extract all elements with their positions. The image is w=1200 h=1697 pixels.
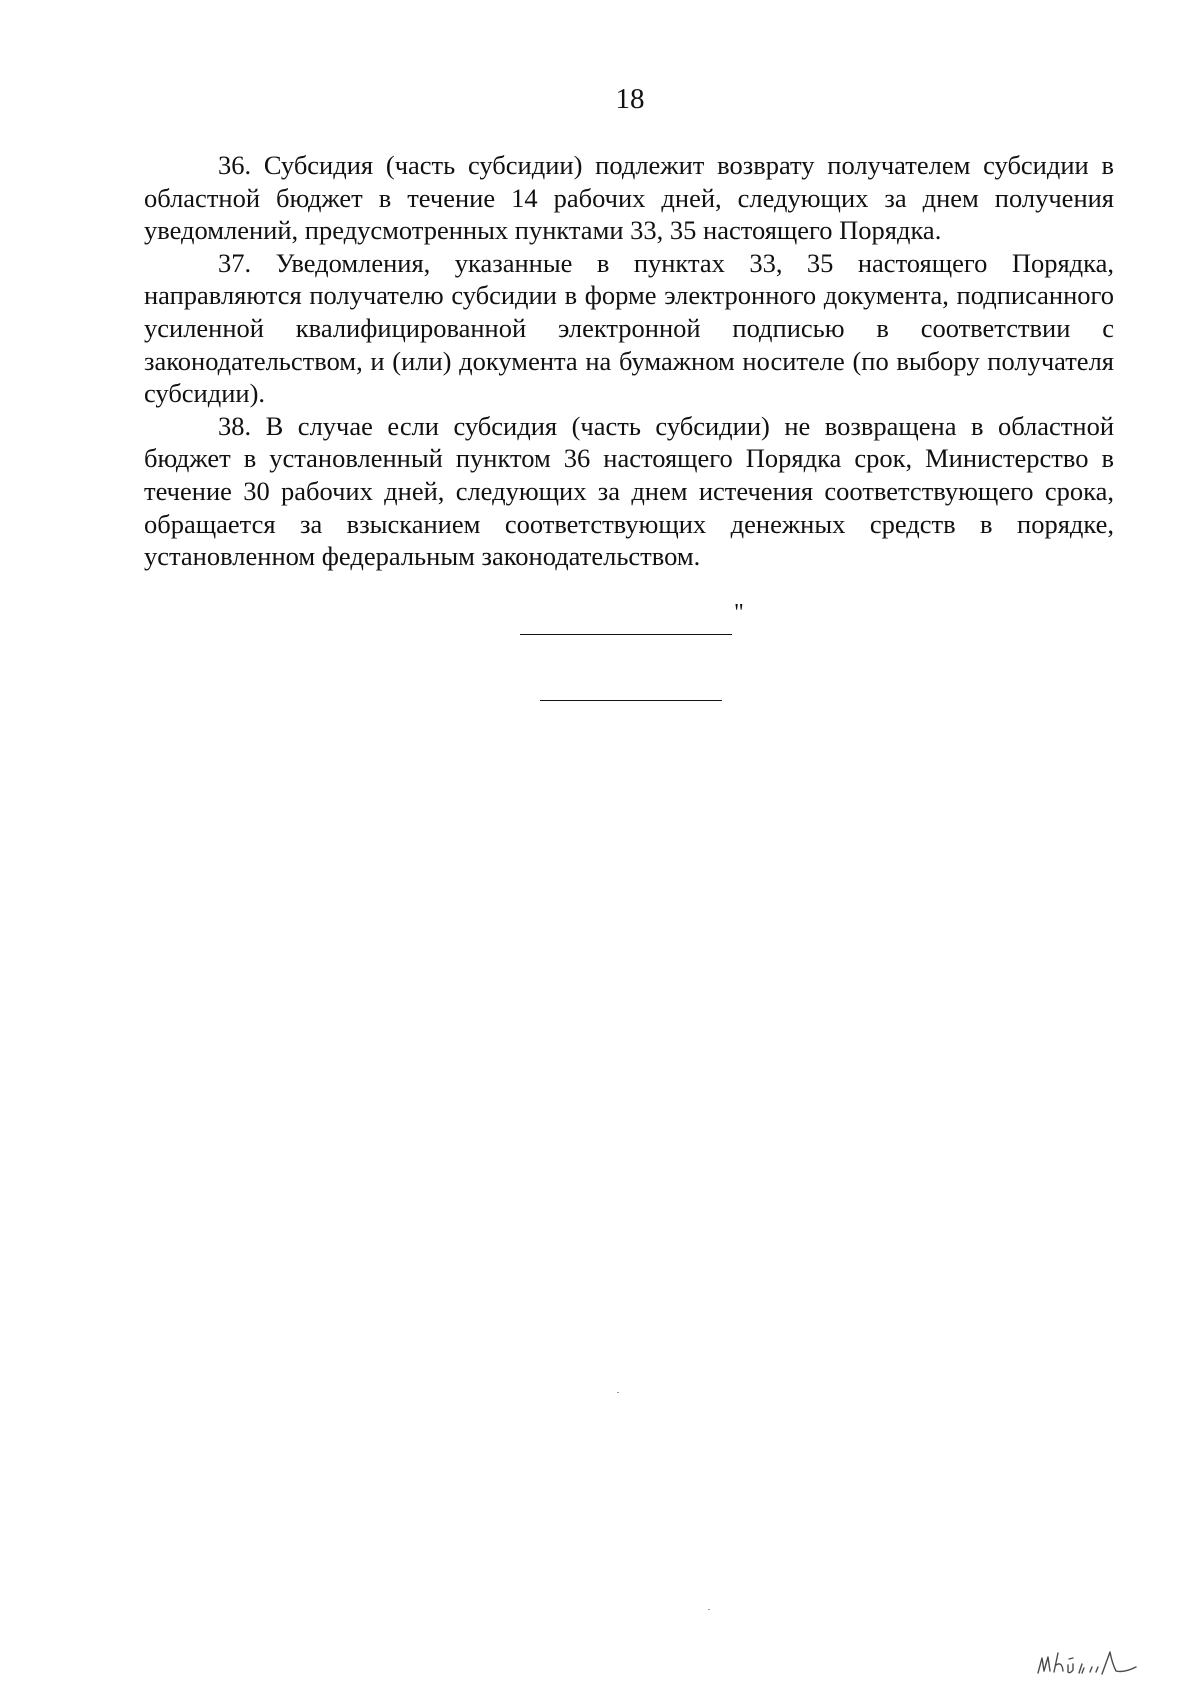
closing-quote-separator bbox=[520, 600, 744, 635]
handwritten-initials-icon bbox=[1032, 1643, 1142, 1679]
paragraph-36: 36. Субсидия (часть субсидии) подлежит возврату получателем субсидии в областной бюджет в течение 14 рабочих дней, следующих за днем получения уведомлений, предусмотренных пунктами 33, 35 настоящего Порядка. bbox=[144, 150, 1114, 246]
scan-speck bbox=[708, 1609, 710, 1610]
paragraph-38: 38. В случае если субсидия (часть субсидии) не возвращена в областной бюджет в установленный пунктом 36 настоящего Порядка срок, Министерство в течение 30 рабочих дней, следующих за днем истечения соответствующего срока, обращается за взысканием соответствующих денежных средств в порядке, установленном федеральным законодательством. bbox=[144, 410, 1114, 572]
scan-speck bbox=[617, 1392, 619, 1393]
separator-line bbox=[520, 634, 732, 635]
end-of-document-line bbox=[540, 700, 722, 701]
page-number: 18 bbox=[615, 83, 645, 115]
body-text bbox=[144, 149, 1114, 573]
closing-quote: " bbox=[734, 600, 744, 626]
paragraph-37: 37. Уведомления, указанные в пунктах 33, 35 настоящего Порядка, направляются получателю субсидии в форме электронного документа, подписанного усиленной квалифицированной электронной подписью в соответствии с законодательством, и (или) документа на бумажном носителе (по выбору получателя субсидии). bbox=[144, 247, 1114, 409]
